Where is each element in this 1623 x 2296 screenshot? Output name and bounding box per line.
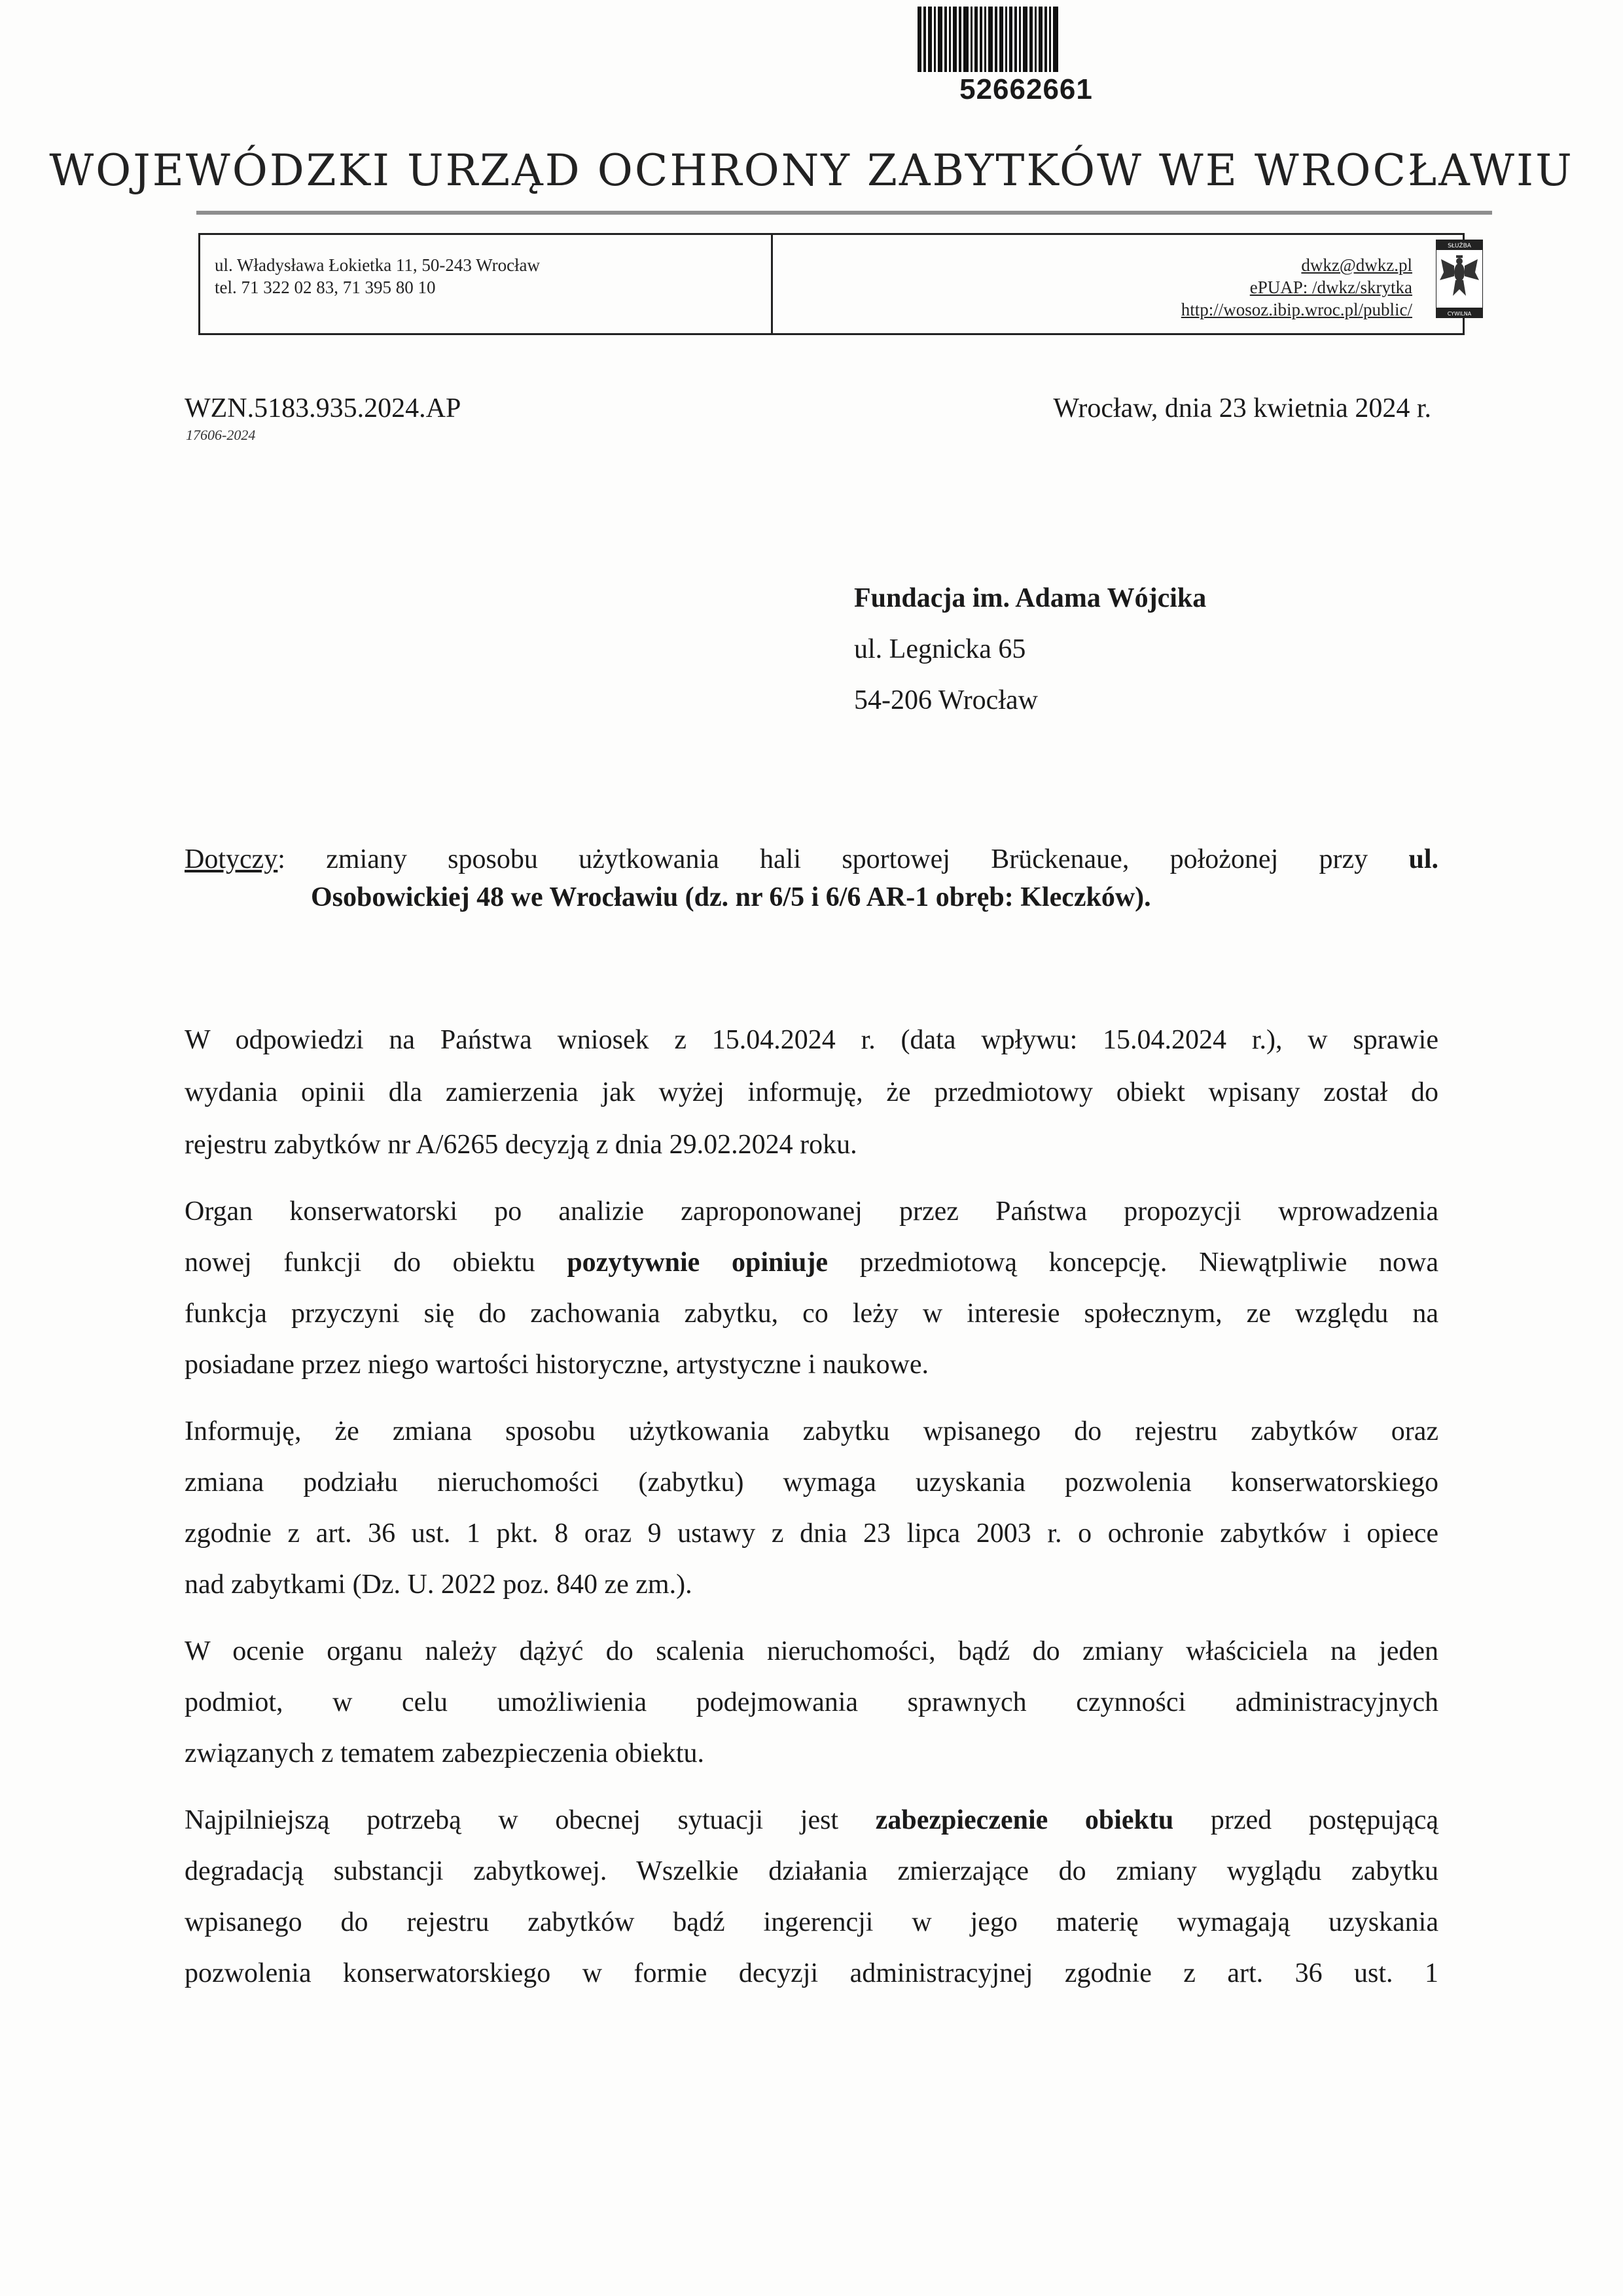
paragraph-5-line: wpisanego do rejestru zabytków bądź ingerencji w jego materię wymagają uzyskania <box>185 1907 1438 1937</box>
office-email-link[interactable]: dwkz@dwkz.pl <box>1301 255 1412 275</box>
office-address: ul. Władysława Łokietka 11, 50-243 Wrocław <box>215 255 541 275</box>
emblem-text-bottom: CYWILNA <box>1447 311 1472 317</box>
paragraph-2-line: posiadane przez niego wartości historyczne, artystyczne i naukowe. <box>185 1350 929 1380</box>
paragraph-2-bold-text: pozytywnie opiniuje <box>567 1247 829 1278</box>
paragraph-5-line: degradacją substancji zabytkowej. Wszelkie działania zmierzające do zmiany wyglądu zabytku <box>185 1856 1438 1886</box>
recipient-street: ul. Legnicka 65 <box>854 634 1026 664</box>
paragraph-5-bold-text: zabezpieczenie obiektu <box>875 1805 1174 1835</box>
office-phone: tel. 71 322 02 83, 71 395 80 10 <box>215 278 436 297</box>
subject-line-2: Osobowickiej 48 we Wrocławiu (dz. nr 6/5 i 6/6 AR-1 obręb: Kleczków). <box>311 882 1151 912</box>
paragraph-2-text: nowej funkcji do obiektu <box>185 1247 567 1278</box>
paragraph-2-line: funkcja przyczyni się do zachowania zabytku, co leży w interesie społecznym, ze względu na <box>185 1299 1438 1329</box>
paragraph-1-line: W odpowiedzi na Państwa wniosek z 15.04.2024 r. (data wpływu: 15.04.2024 r.), w sprawie <box>185 1025 1438 1055</box>
header-divider <box>771 233 773 335</box>
case-number: WZN.5183.935.2024.AP <box>185 393 461 423</box>
paragraph-1-line: rejestru zabytków nr A/6265 decyzją z dnia 29.02.2024 roku. <box>185 1130 857 1160</box>
paragraph-5-text: Najpilniejszą potrzebą w obecnej sytuacji jest <box>185 1805 876 1835</box>
civil-service-emblem-icon <box>1436 240 1483 318</box>
paragraph-3-line: nad zabytkami (Dz. U. 2022 poz. 840 ze zm.). <box>185 1570 692 1600</box>
paragraph-3-line: Informuję, że zmiana sposobu użytkowania zabytku wpisanego do rejestru zabytków oraz <box>185 1416 1438 1446</box>
barcode-bar <box>938 7 942 72</box>
paragraph-4-line: podmiot, w celu umożliwienia podejmowania sprawnych czynności administracyjnych <box>185 1687 1438 1717</box>
subject-text: : zmiany sposobu użytkowania hali sportowej Brückenaue, położonej przy <box>277 844 1409 874</box>
document-date: Wrocław, dnia 23 kwietnia 2024 r. <box>1053 393 1431 423</box>
paragraph-5-text: przed postępującą <box>1173 1805 1438 1835</box>
subject-label: Dotyczy <box>185 844 278 874</box>
recipient-city: 54-206 Wrocław <box>854 685 1038 715</box>
barcode-bar <box>1053 7 1058 72</box>
barcode-bar <box>963 7 969 72</box>
barcode <box>918 7 1135 72</box>
paragraph-4-line: związanych z tematem zabezpieczenia obiektu. <box>185 1738 705 1768</box>
barcode-number: 52662661 <box>959 73 1093 105</box>
office-title: WOJEWÓDZKI URZĄD OCHRONY ZABYTKÓW WE WROCŁAWIU <box>49 145 1574 196</box>
paragraph-3-line: zmiana podziału nieruchomości (zabytku) wymaga uzyskania pozwolenia konserwatorskiego <box>185 1467 1438 1498</box>
emblem-text-top: SŁUŻBA <box>1448 243 1471 249</box>
paragraph-2-text: przedmiotową koncepcję. Niewątpliwie nowa <box>828 1247 1438 1278</box>
barcode-bar <box>988 7 993 72</box>
case-sub-number: 17606-2024 <box>186 427 256 443</box>
paragraph-4-line: W ocenie organu należy dążyć do scalenia nieruchomości, bądź do zmiany właściciela na jeden <box>185 1636 1438 1666</box>
paragraph-5-line <box>185 1806 1438 1834</box>
title-rule <box>196 211 1492 215</box>
recipient-name: Fundacja im. Adama Wójcika <box>854 583 1207 613</box>
office-website-link[interactable]: http://wosoz.ibip.wroc.pl/public/ <box>1181 300 1412 319</box>
paragraph-5-line: pozwolenia konserwatorskiego w formie decyzji administracyjnej zgodnie z art. 36 ust. 1 <box>185 1958 1438 1988</box>
subject-line-1 <box>185 846 1438 873</box>
paragraph-1-line: wydania opinii dla zamierzenia jak wyżej informuję, że przedmiotowy obiekt wpisany został do <box>185 1077 1438 1107</box>
office-epuap-link[interactable]: ePUAP: /dwkz/skrytka <box>1249 278 1412 297</box>
paragraph-2-line <box>185 1249 1438 1276</box>
barcode-bar <box>1023 7 1027 72</box>
paragraph-2-line: Organ konserwatorski po analizie zaproponowanej przez Państwa propozycji wprowadzenia <box>185 1196 1438 1227</box>
paragraph-3-line: zgodnie z art. 36 ust. 1 pkt. 8 oraz 9 ustawy z dnia 23 lipca 2003 r. o ochronie zabytków i opiece <box>185 1518 1438 1549</box>
subject-text-bold: ul. <box>1408 844 1438 874</box>
